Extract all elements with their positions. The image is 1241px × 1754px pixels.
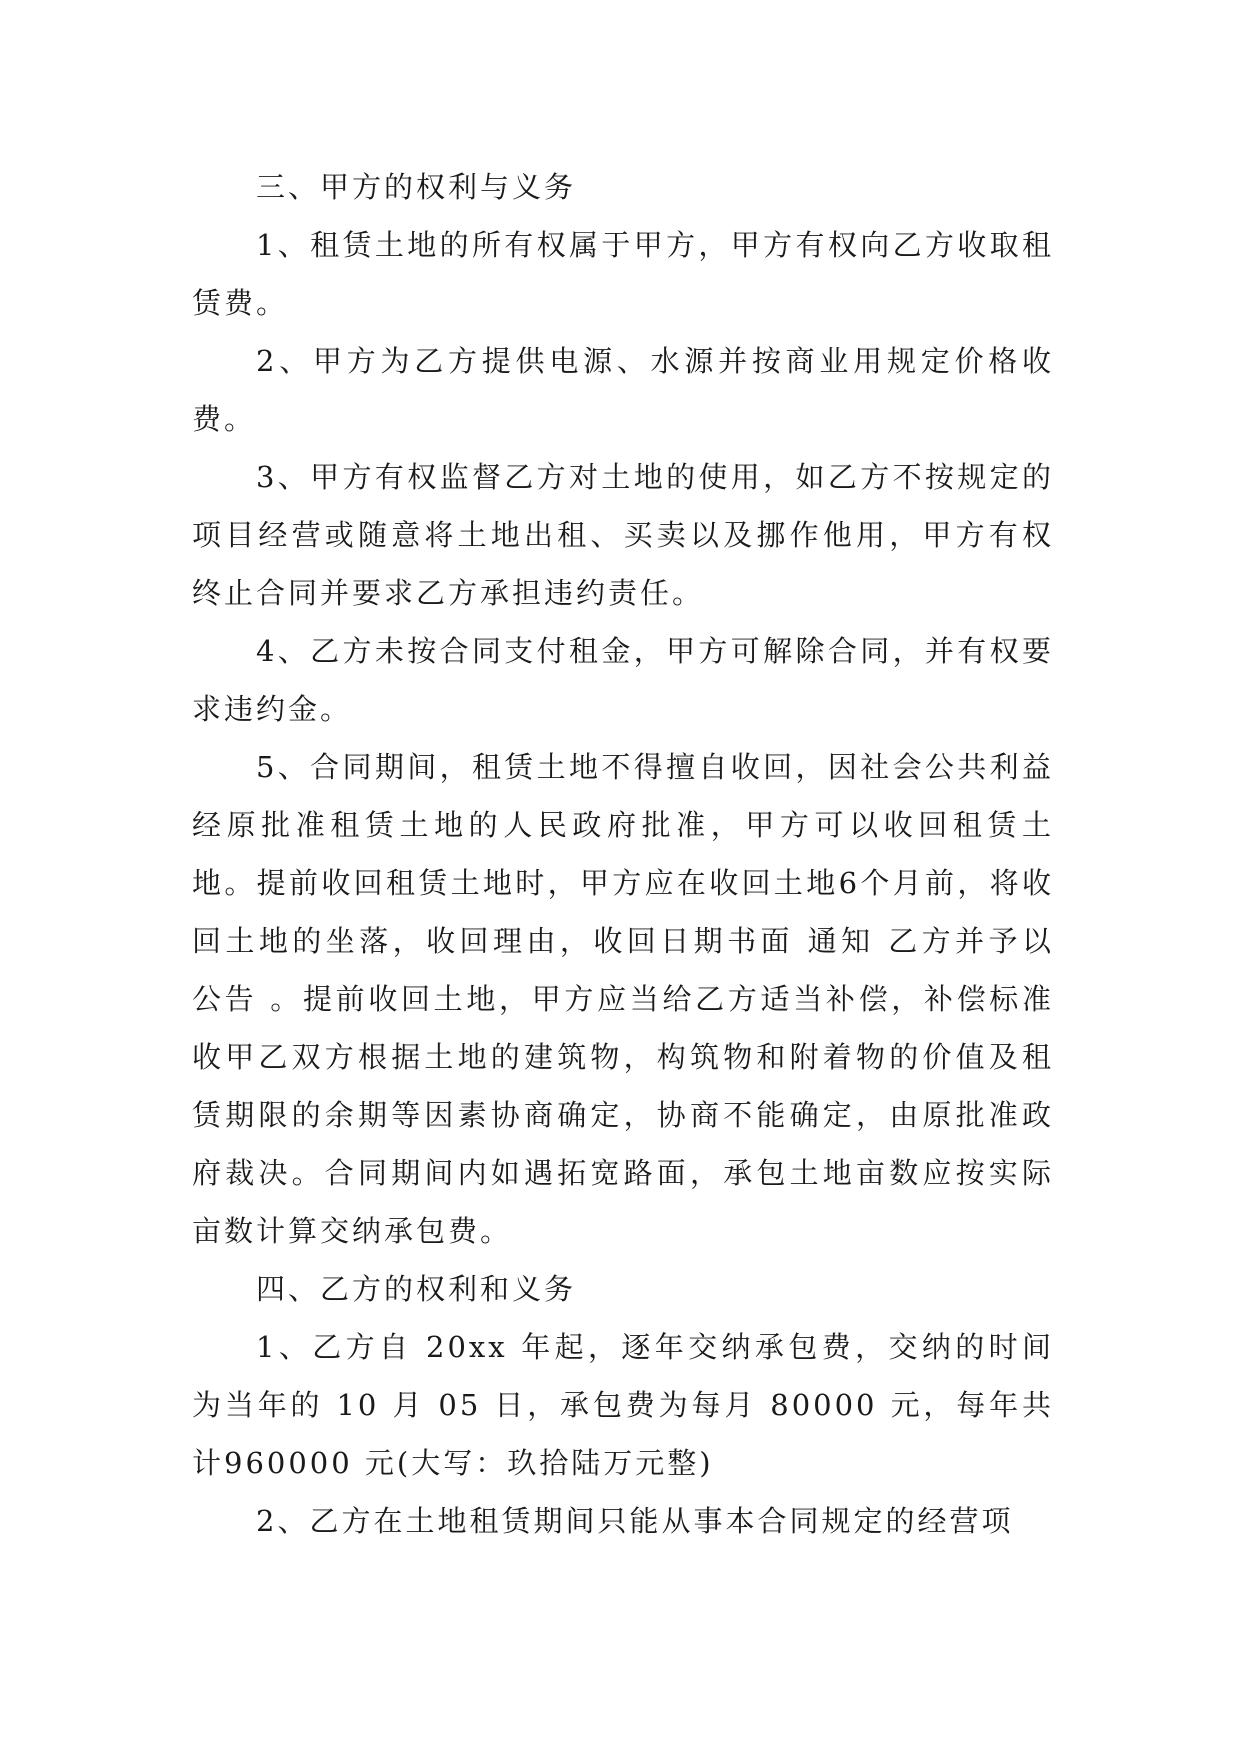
- paragraph-a4: 4、乙方未按合同支付租金，甲方可解除合同，并有权要求违约金。: [192, 634, 1054, 726]
- document-body: [192, 158, 1054, 1550]
- paragraph-a3: 3、甲方有权监督乙方对土地的使用，如乙方不按规定的项目经营或随意将土地出租、买卖以及挪作他用，甲方有权终止合同并要求乙方承担违约责任。: [192, 460, 1054, 610]
- section-heading-party-b: 四、乙方的权利和义务: [256, 1272, 577, 1306]
- paragraph-a2: 2、甲方为乙方提供电源、水源并按商业用规定价格收费。: [192, 344, 1054, 436]
- paragraph-b2: 2、乙方在土地租赁期间只能从事本合同规定的经营项: [256, 1504, 1014, 1538]
- paragraph-b1: 1、乙方自 20xx 年起，逐年交纳承包费，交纳的时间为当年的 10 月 05 日，承包费为每月 80000 元，每年共计960000 元(大写：玖拾陆万元整): [192, 1330, 1054, 1480]
- section-heading-party-a: 三、甲方的权利与义务: [256, 170, 577, 204]
- paragraph-a5: 5、合同期间，租赁土地不得擅自收回，因社会公共利益经原批准租赁土地的人民政府批准，甲方可以收回租赁土地。提前收回租赁土地时，甲方应在收回土地6个月前，将收回土地的坐落，收回理由，收回日期书面 通知 乙方并予以 公告 。提前收回土地，甲方应当给乙方适当补偿，补偿标准收甲乙双方根据土地的建筑物，构筑物和附着物的价值及租赁期限的余期等因素协商确定，协商不能确定，由原批准政府裁决。合同期间内如遇拓宽路面，承包土地亩数应按实际亩数计算交纳承包费。: [192, 750, 1054, 1248]
- paragraph-a1: 1、租赁土地的所有权属于甲方，甲方有权向乙方收取租赁费。: [192, 228, 1054, 320]
